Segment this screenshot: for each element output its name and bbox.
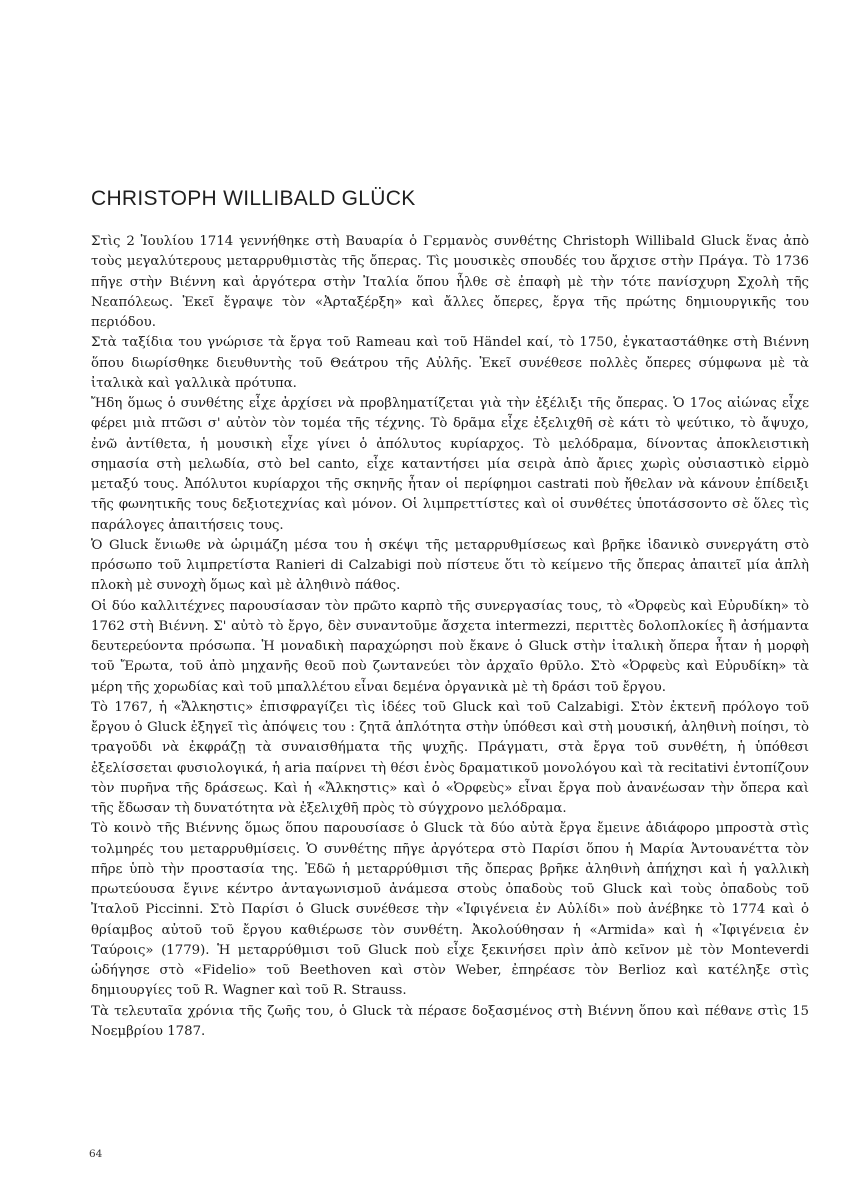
paragraph-7: Τὸ κοινὸ τῆς Βιέννης ὅμως ὅπου παρουσίασε ὁ Gluck τὰ δύο αὐτὰ ἔργα ἔμεινε ἀδιάφορο μπροστὰ στὶς τολμηρές του μεταρρυθμίσεις. Ὁ συνθέτης πῆγε ἀργότερα στὸ Παρίσι ὅπου ἡ Μαρία Ἀντουανέττα τὸν πῆρε ὑπὸ τὴν προστασία της. Ἐδῶ ἡ μεταρρύθμισι τῆς ὄπερας βρῆκε ἀληθινὴ ἀπήχησι καὶ ἡ γαλλικὴ πρωτεύουσα ἔγινε κέντρο ἀνταγωνισμοῦ ἀνάμεσα στοὺς ὀπαδοὺς τοῦ Gluck καὶ τοὺς ὀπαδοὺς τοῦ Ἰταλοῦ Piccinni. Στὸ Παρίσι ὁ Gluck συνέθεσε τὴν «Ἰφιγένεια ἐν Αὐλίδι» ποὺ ἀνέβηκε τὸ 1774 καὶ ὁ θρίαμβος αὐτοῦ τοῦ ἔργου καθιέρωσε τὸν συνθέτη. Ἀκολούθησαν ἡ «Armida» καὶ ἡ «Ἰφιγένεια ἐν Ταύροις» (1779). Ἡ μεταρρύθμισι τοῦ Gluck ποὺ εἶχε ξεκινήσει πρὶν ἀπὸ κεῖνον μὲ τὸν Monteverdi ὡδήγησε στὸ «Fidelio» τοῦ Beethoven καὶ στὸν Weber, ἐπηρέασε τὸν Berlioz καὶ κατέληξε στὶς δημιουργίες τοῦ R. Wagner καὶ τοῦ R. Strauss. xyxy=(91,821,809,999)
paragraph-3: Ἤδη ὅμως ὁ συνθέτης εἶχε ἀρχίσει νὰ προβληματίζεται γιὰ τὴν ἐξέλιξι τῆς ὄπερας. Ὁ 17ος αἰώνας εἶχε φέρει μιὰ πτῶσι σ' αὐτὸν τὸν τομέα τῆς τέχνης. Τὸ δρᾶμα εἶχε ἐξελιχθῆ σὲ κάτι τὸ ψεύτικο, τὸ ἄψυχο, ἐνῶ ἀντίθετα, ἡ μουσικὴ εἶχε γίνει ὁ ἀπόλυτος κυρίαρχος. Τὸ μελόδραμα, δίνοντας ἀποκλειστικὴ σημασία στὴ μελωδία, στὸ bel canto, εἶχε καταντήσει μία σειρὰ ἀπὸ ἄριες χωρὶς οὐσιαστικὸ εἱρμὸ μεταξύ τους. Ἀπόλυτοι κυρίαρχοι τῆς σκηνῆς ἦταν οἱ περίφημοι castrati ποὺ ἤθελαν νὰ κάνουν ἐπίδειξι τῆς φωνητικῆς τους δεξιοτεχνίας καὶ μόνον. Οἱ λιμπρεττίστες καὶ οἱ συνθέτες ὑποτάσσοντο σὲ ὅλες τὶς παράλογες ἀπαιτήσεις τους. xyxy=(91,396,809,533)
page-title: CHRISTOPH WILLIBALD GLÜCK xyxy=(91,187,416,210)
paragraph-4: Ὁ Gluck ἔνιωθε νὰ ὡριμάζη μέσα του ἡ σκέψι τῆς μεταρρυθμίσεως καὶ βρῆκε ἰδανικὸ συνεργάτη στὸ πρόσωπο τοῦ λιμπρετίστα Ranieri di Calzabigi ποὺ πίστευε ὅτι τὸ κείμενο τῆς ὄπερας ἀπαιτεῖ μία ἁπλὴ πλοκὴ μὲ συνοχὴ ὅμως καὶ μὲ ἀληθινὸ πάθος. xyxy=(91,537,809,594)
page-number: 64 xyxy=(89,1148,103,1160)
paragraph-5: Οἱ δύο καλλιτέχνες παρουσίασαν τὸν πρῶτο καρπὸ τῆς συνεργασίας τους, τὸ «Ὀρφεὺς καὶ Εὐρυδίκη» τὸ 1762 στὴ Βιέννη. Σ' αὐτὸ τὸ ἔργο, δὲν συναντοῦμε ἄσχετα intermezzi, περιττὲς δολοπλοκίες ἢ ἀσήμαντα δευτερεύοντα πρόσωπα. Ἡ μοναδικὴ παραχώρησι ποὺ ἔκανε ὁ Gluck στὴν ἰταλικὴ ὄπερα ἦταν ἡ μορφὴ τοῦ Ἔρωτα, τοῦ ἀπὸ μηχανῆς θεοῦ ποὺ ζωντανεύει τὸν ἀρχαῖο θρῦλο. Στὸ «Ὀρφεὺς καὶ Εὐρυδίκη» τὰ μέρη τῆς χορωδίας καὶ τοῦ μπαλλέτου εἶναι δεμένα ὀργανικὰ μὲ τὴ δράσι τοῦ ἔργου. xyxy=(91,598,809,695)
article-body xyxy=(91,232,809,1042)
paragraph-1: Στὶς 2 Ἰουλίου 1714 γεννήθηκε στὴ Βαυαρία ὁ Γερμανὸς συνθέτης Christoph Willibald Gluck ἕνας ἀπὸ τοὺς μεγαλύτερους μεταρρυθμιστὰς τῆς ὄπερας. Τὶς μουσικὲς σπουδές του ἄρχισε στὴν Πράγα. Τὸ 1736 πῆγε στὴν Βιέννη καὶ ἀργότερα στὴν Ἰταλία ὅπου ἦλθε σὲ ἐπαφὴ μὲ τὴν τότε πανίσχυρη Σχολὴ τῆς Νεαπόλεως. Ἐκεῖ ἔγραψε τὸν «Ἀρταξέρξη» καὶ ἄλλες ὄπερες, ἔργα τῆς πρώτης δημιουργικῆς του περιόδου. xyxy=(91,234,809,330)
paragraph-6: Τὸ 1767, ἡ «Ἄλκηστις» ἐπισφραγίζει τὶς ἰδέες τοῦ Gluck καὶ τοῦ Calzabigi. Στὸν ἐκτενῆ πρόλογο τοῦ ἔργου ὁ Gluck ἐξηγεῖ τὶς ἀπόψεις του : ζητᾶ ἁπλότητα στὴν ὑπόθεσι καὶ στὴ μουσική, ἀληθινὴ ποίησι, τὸ τραγοῦδι νὰ ἐκφράζῃ τὰ συναισθήματα τῆς ψυχῆς. Πράγματι, στὰ ἔργα τοῦ συνθέτη, ἡ ὑπόθεσι ἐξελίσσεται φυσιολογικά, ἡ aria παίρνει τὴ θέσι ἑνὸς δραματικοῦ μονολόγου καὶ τὰ recitativi ἐντοπίζουν τὸν πυρῆνα τῆς δράσεως. Καὶ ἡ «Ἄλκηστις» καὶ ὁ «Ὀρφεὺς» εἶναι ἔργα ποὺ ἀνανέωσαν τὴν ὄπερα καὶ τῆς ἔδωσαν τὴ δυνατότητα νὰ ἐξελιχθῆ πρὸς τὸ σύγχρονο μελόδραμα. xyxy=(91,699,809,816)
paragraph-2: Στὰ ταξίδια του γνώρισε τὰ ἔργα τοῦ Rameau καὶ τοῦ Händel καί, τὸ 1750, ἐγκαταστάθηκε στὴ Βιέννη ὅπου διωρίσθηκε διευθυντὴς τοῦ Θεάτρου τῆς Αὐλῆς. Ἐκεῖ συνέθεσε πολλὲς ὄπερες σύμφωνα μὲ τὰ ἰταλικὰ καὶ γαλλικὰ πρότυπα. xyxy=(91,335,809,391)
paragraph-8: Τὰ τελευταῖα χρόνια τῆς ζωῆς του, ὁ Gluck τὰ πέρασε δοξασμένος στὴ Βιέννη ὅπου καὶ πέθανε στὶς 15 Νοεμβρίου 1787. xyxy=(91,1003,809,1039)
